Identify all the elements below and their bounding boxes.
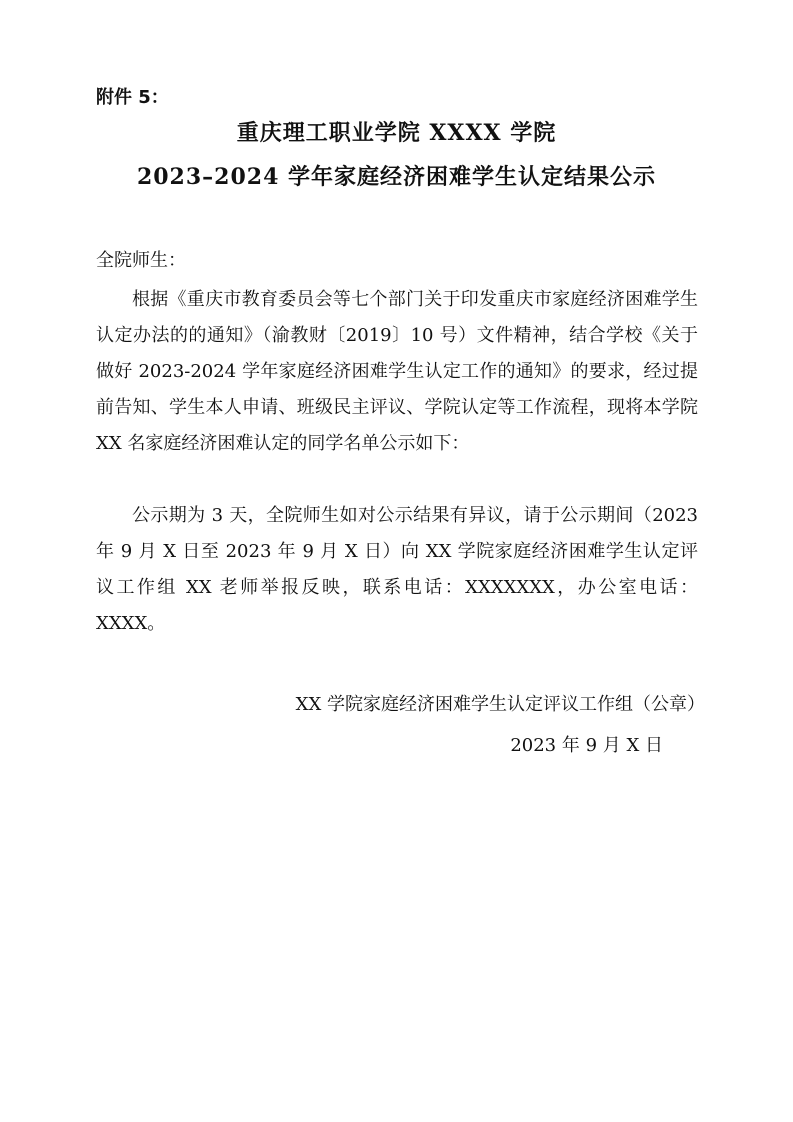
- signature-date: 2023 年 9 月 X 日: [510, 735, 663, 756]
- attachment-label: 附件 5：: [96, 87, 169, 108]
- document-title-line-1: 重庆理工职业学院 XXXX 学院: [236, 120, 557, 146]
- greeting: 全院师生：: [96, 250, 186, 271]
- document-title-line-2: 2023–2024 学年家庭经济困难学生认定结果公示: [136, 164, 657, 190]
- body-paragraph-2: 公示期为 3 天，全院师生如对公示结果有异议，请于公示期间（2023 年 9 月 X 日至 2023 年 9 月 X 日）向 XX 学院家庭经济困难学生认定评议工作组 XX 老师举报反映，联系电话：XXXXXXX，办公室电话：XXXX。: [96, 505, 698, 634]
- signature-organization: XX 学院家庭经济困难学生认定评议工作组（公章）: [295, 694, 705, 715]
- body-paragraph-1: 根据《重庆市教育委员会等七个部门关于印发重庆市家庭经济困难学生认定办法的的通知》（渝教财〔2019〕10 号）文件精神，结合学校《关于做好 2023-2024 学年家庭经济困难学生认定工作的通知》的要求，经过提前告知、学生本人申请、班级民主评议、学院认定等工作流程，现将本学院 XX 名家庭经济困难认定的同学名单公示如下：: [96, 289, 698, 454]
